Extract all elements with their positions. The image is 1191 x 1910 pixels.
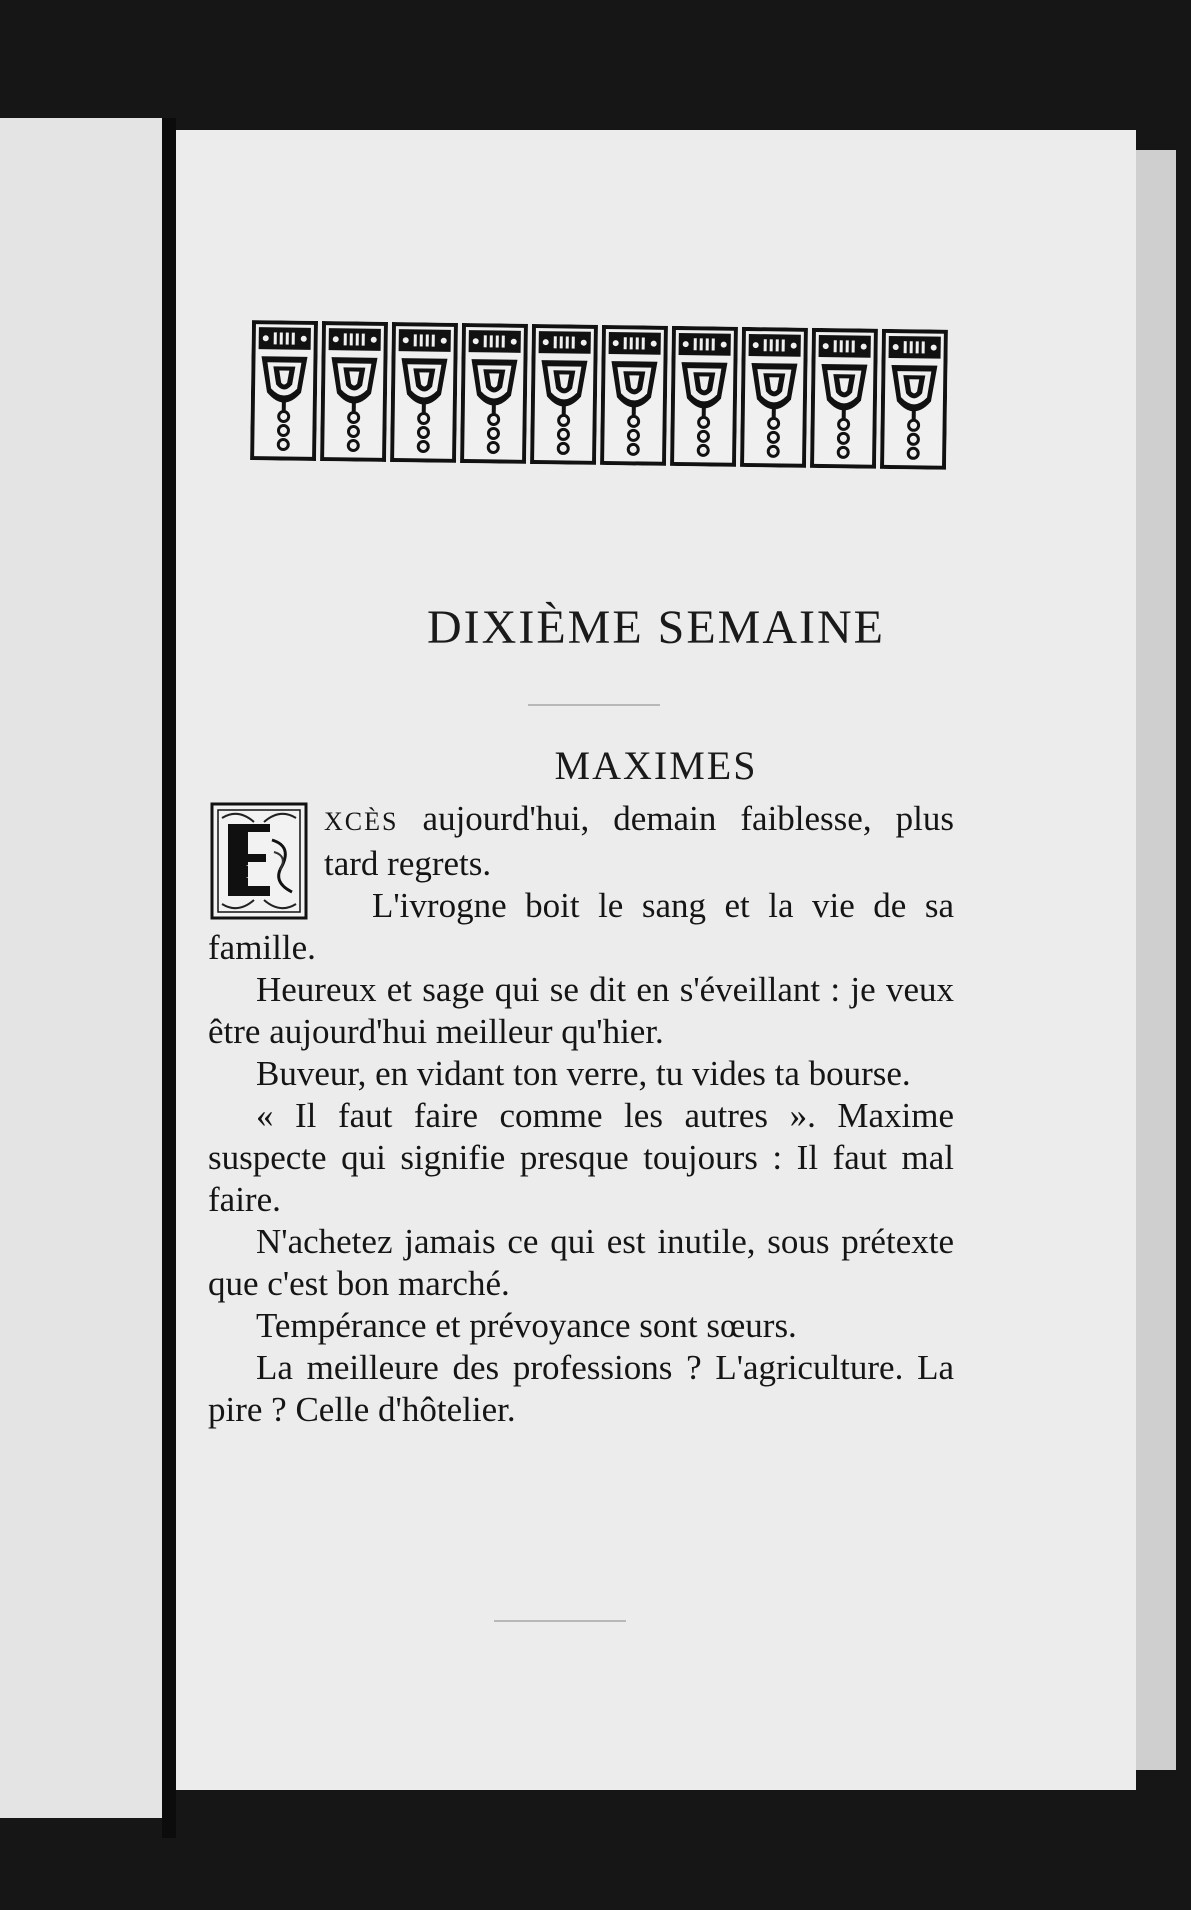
maxim-paragraph: « Il faut faire comme les autres ». Maxime suspecte qui signifie presque toujours : Il faut mal faire. xyxy=(208,1096,954,1219)
left-page-edge xyxy=(0,118,162,1818)
ornament-unit-icon xyxy=(880,329,948,470)
ornament-unit-icon xyxy=(250,320,318,461)
first-maxim xyxy=(208,798,954,885)
ornament-unit-icon xyxy=(530,324,598,465)
book-page xyxy=(176,130,1136,1790)
ornament-unit-icon xyxy=(390,322,458,463)
ornament-unit-icon xyxy=(670,326,738,467)
ornamental-header-border xyxy=(250,320,960,470)
section-title: MAXIMES xyxy=(554,743,758,788)
decorated-initial-icon xyxy=(208,800,310,922)
dropcap-letter: E xyxy=(245,861,259,883)
maxim-paragraph: La meilleure des professions ? L'agriculture. La pire ? Celle d'hôtelier. xyxy=(208,1348,954,1429)
maxim-paragraph: Heureux et sage qui se dit en s'éveillant : je veux être aujourd'hui meilleur qu'hier. xyxy=(208,970,954,1051)
divider-rule xyxy=(528,704,660,706)
ornament-unit-icon xyxy=(320,321,388,462)
ornament-unit-icon xyxy=(740,327,808,468)
ornament-unit-icon xyxy=(810,328,878,469)
maxim-paragraph: Tempérance et prévoyance sont sœurs. xyxy=(256,1306,797,1345)
page-edge-shadow xyxy=(1136,150,1176,1770)
maxim-paragraph: L'ivrogne boit le sang et la vie de sa famille. xyxy=(208,886,954,967)
first-maxim-text: aujourd'hui, demain faiblesse, plus tard regrets. xyxy=(324,799,954,883)
divider-rule xyxy=(494,1620,626,1622)
maxim-paragraph: N'achetez jamais ce qui est inutile, sous prétexte que c'est bon marché. xyxy=(208,1222,954,1303)
smallcaps-word: XCÈS xyxy=(324,807,399,836)
book-gutter xyxy=(162,118,176,1838)
ornament-unit-icon xyxy=(460,323,528,464)
maxim-paragraph: Buveur, en vidant ton verre, tu vides ta bourse. xyxy=(256,1054,911,1093)
page-title: DIXIÈME SEMAINE xyxy=(427,601,885,654)
ornament-unit-icon xyxy=(600,325,668,466)
maxims-text xyxy=(208,798,954,1431)
